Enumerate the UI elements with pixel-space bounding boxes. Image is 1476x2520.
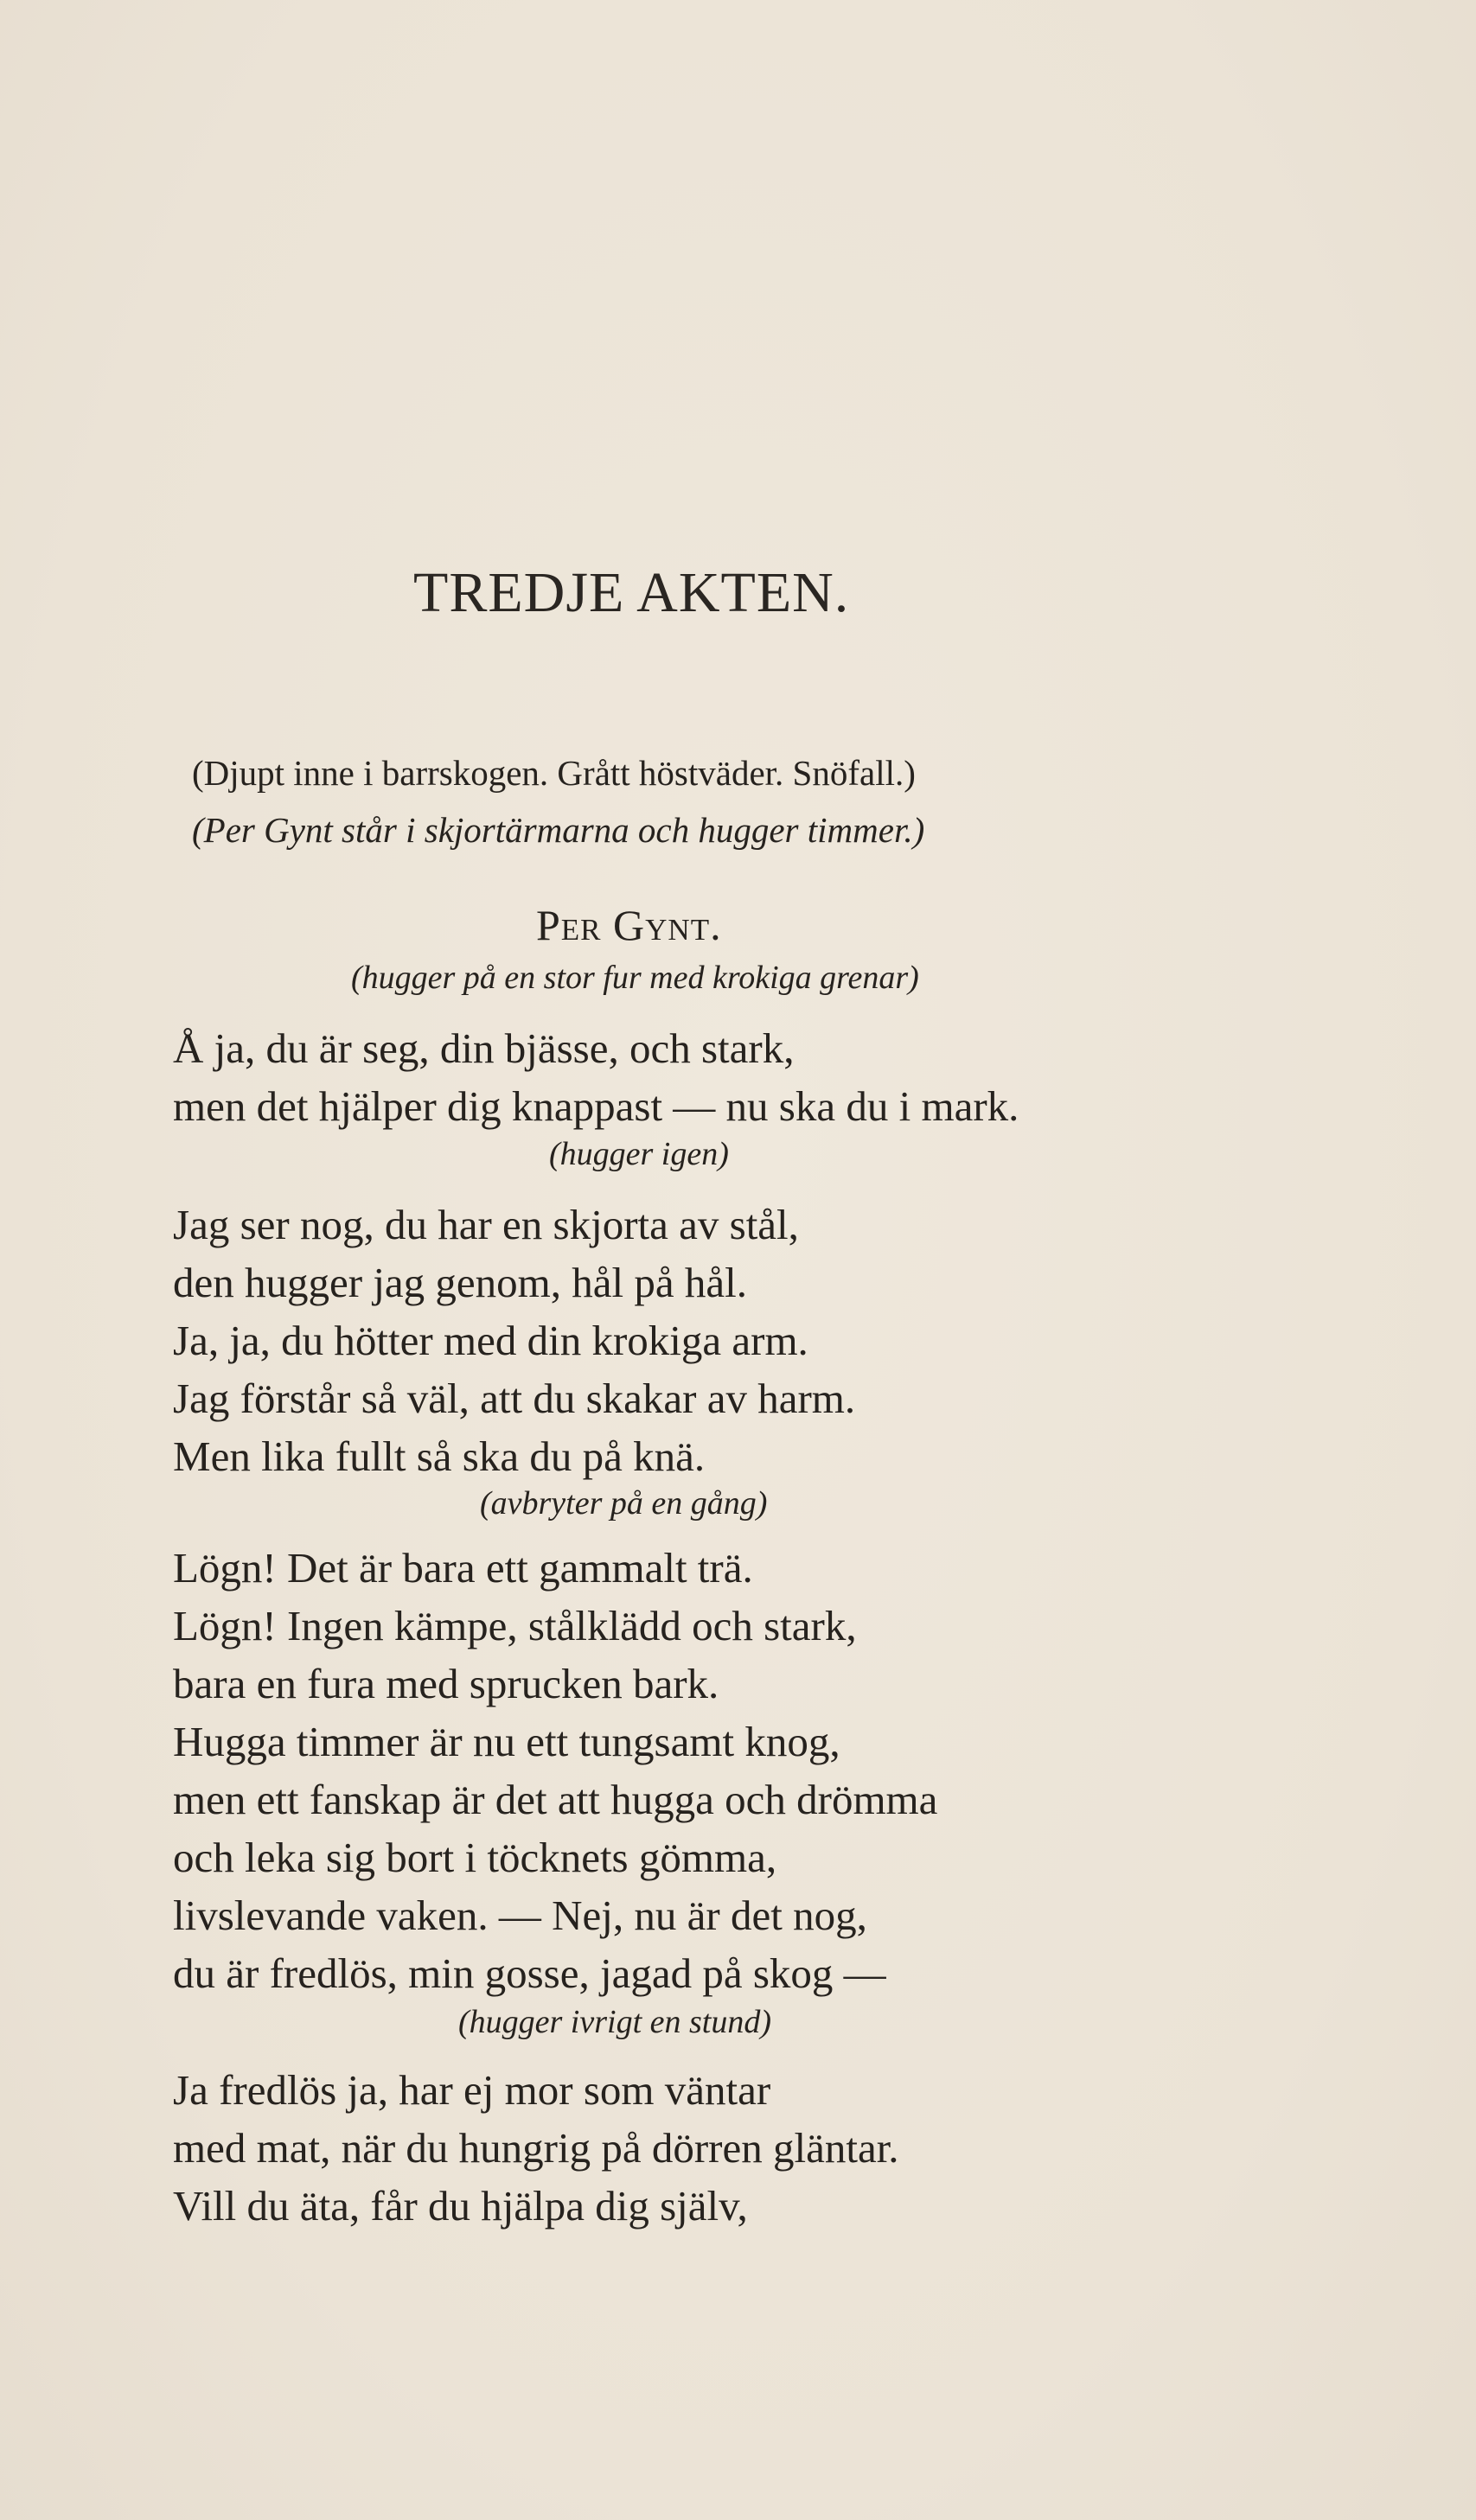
verse-line: med mat, när du hungrig på dörren gläntar.: [173, 2124, 899, 2172]
verse-line: Jag förstår så väl, att du skakar av harm.: [173, 1375, 856, 1422]
stage-direction: (avbryter på en gång): [480, 1485, 768, 1522]
stage-direction: (hugger igen): [549, 1136, 729, 1172]
stage-direction: (hugger på en stor fur med krokiga grenar): [351, 960, 919, 996]
verse-line: Lögn! Det är bara ett gammalt trä.: [173, 1544, 753, 1592]
verse-line: bara en fura med sprucken bark.: [173, 1660, 719, 1707]
stage-direction-action: (Per Gynt står i skjortärmarna och hugger timmer.): [192, 810, 925, 850]
speaker-name: Per Gynt.: [536, 901, 722, 949]
verse-line: den hugger jag genom, hål på hål.: [173, 1259, 748, 1306]
verse-line: men det hjälper dig knappast — nu ska du i mark.: [173, 1082, 1019, 1130]
stage-direction: (hugger ivrigt en stund): [458, 2004, 772, 2040]
verse-line: Jag ser nog, du har en skjorta av stål,: [173, 1201, 799, 1248]
act-heading: TREDJE AKTEN.: [413, 561, 850, 624]
stage-direction-setting: (Djupt inne i barrskogen. Grått höstväder. Snöfall.): [192, 753, 916, 793]
verse-line: Hugga timmer är nu ett tungsamt knog,: [173, 1718, 840, 1765]
verse-line: du är fredlös, min gosse, jagad på skog —: [173, 1949, 886, 1997]
verse-line: Men lika fullt så ska du på knä.: [173, 1432, 706, 1480]
verse-line: Ja fredlös ja, har ej mor som väntar: [173, 2066, 771, 2114]
verse-line: Ja, ja, du hötter med din krokiga arm.: [173, 1317, 808, 1364]
verse-line: Lögn! Ingen kämpe, stålklädd och stark,: [173, 1602, 857, 1649]
verse-line: Vill du äta, får du hjälpa dig själv,: [173, 2182, 748, 2230]
verse-line: livslevande vaken. — Nej, nu är det nog,: [173, 1892, 867, 1939]
verse-line: men ett fanskap är det att hugga och drömma: [173, 1776, 938, 1823]
verse-line: Å ja, du är seg, din bjässe, och stark,: [173, 1024, 795, 1072]
verse-line: och leka sig bort i töcknets gömma,: [173, 1834, 777, 1881]
